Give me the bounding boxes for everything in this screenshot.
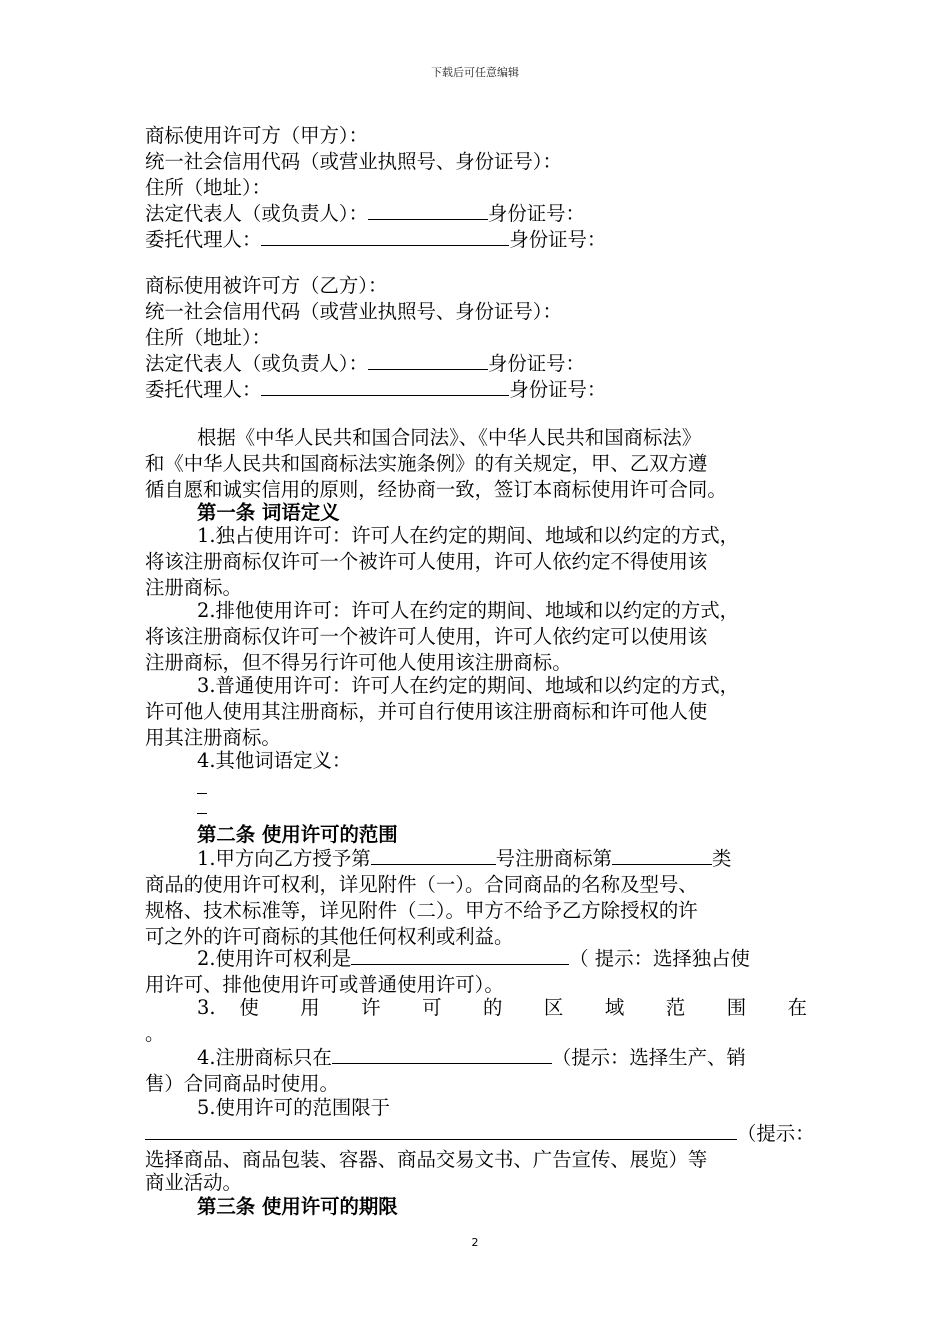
party-a-credit-code: 统一社会信用代码（或营业执照号、身份证号）： xyxy=(145,150,562,173)
article-2-item-4 xyxy=(197,1045,746,1071)
article-1-line: 将该注册商标仅许可一个被许可人使用，许可人依约定不得使用该 xyxy=(145,550,708,573)
item-text: 号注册商标第 xyxy=(495,847,612,870)
article-1-line: 注册商标。 xyxy=(145,576,242,599)
party-b-credit-code: 统一社会信用代码（或营业执照号、身份证号）： xyxy=(145,300,562,323)
party-b-legal-rep-row xyxy=(145,351,585,377)
party-a-address: 住所（地址）： xyxy=(145,176,272,199)
article-2-line: 规格、技术标准等，详见附件（二）。甲方不给予乙方除授权的许 xyxy=(145,899,698,922)
id-label: 身份证号： xyxy=(488,202,585,225)
party-a-title: 商标使用许可方（甲方）： xyxy=(145,124,368,147)
agent-blank xyxy=(261,227,509,246)
class-number-blank xyxy=(612,846,712,865)
article-2-item-5-row xyxy=(145,1121,815,1147)
article-1-line: 注册商标，但不得另行许可他人使用该注册商标。 xyxy=(145,651,572,674)
article-2-line: 商业活动。 xyxy=(145,1171,242,1194)
item-text: 2.使用许可权利是 xyxy=(197,947,352,970)
preamble-line: 根据《中华人民共和国合同法》、《中华人民共和国商标法》 xyxy=(197,426,702,449)
id-label: 身份证号： xyxy=(509,228,607,251)
page-number: 2 xyxy=(471,1236,479,1249)
preamble-line: 和《中华人民共和国商标法实施条例》的有关规定，甲、乙双方遵 xyxy=(145,452,708,475)
article-3-heading: 第三条 使用许可的期限 xyxy=(197,1195,398,1218)
article-1-line: 1.独占使用许可：许可人在约定的期间、地域和以约定的方式， xyxy=(197,524,740,547)
article-2-item-5: 5.使用许可的范围限于 xyxy=(197,1096,391,1119)
preamble-line: 循自愿和诚实信用的原则，经协商一致，签订本商标使用许可合同。 xyxy=(145,478,727,501)
item-text: （ 提示：选择独占使 xyxy=(569,947,750,970)
article-1-line: 将该注册商标仅许可一个被许可人使用，许可人依约定可以使用该 xyxy=(145,625,708,648)
article-2-line: 用许可、排他使用许可或普通使用许可）。 xyxy=(145,973,504,996)
legal-rep-blank xyxy=(368,351,488,370)
article-1-heading: 第一条 词语定义 xyxy=(197,501,340,524)
article-2-line: 选择商品、商品包装、容器、商品交易文书、广告宣传、展览）等 xyxy=(145,1148,708,1171)
article-2-item-1 xyxy=(197,846,731,872)
page-header-note: 下载后可任意编辑 xyxy=(431,66,519,79)
article-1-line: 3.普通使用许可：许可人在约定的期间、地域和以约定的方式， xyxy=(197,674,740,697)
legal-rep-label: 法定代表人（或负责人）： xyxy=(145,352,368,375)
item-text: （提示： xyxy=(737,1122,815,1145)
article-2-line: 商品的使用许可权利，详见附件（一）。合同商品的名称及型号、 xyxy=(145,873,698,896)
legal-rep-blank xyxy=(368,201,488,220)
article-1-line: 2.排他使用许可：许可人在约定的期间、地域和以约定的方式， xyxy=(197,599,740,622)
item-text: （提示：选择生产、销 xyxy=(551,1046,746,1069)
definition-blank-mark xyxy=(197,813,207,814)
registration-number-blank xyxy=(371,846,496,865)
party-a-agent-row xyxy=(145,227,606,253)
id-label: 身份证号： xyxy=(488,352,585,375)
article-2-item-2 xyxy=(197,946,750,972)
article-1-line: 4.其他词语定义： xyxy=(197,749,352,772)
agent-label: 委托代理人： xyxy=(145,378,262,401)
legal-rep-label: 法定代表人（或负责人）： xyxy=(145,202,368,225)
item-text: 类 xyxy=(711,847,732,870)
party-b-agent-row xyxy=(145,377,606,403)
agent-blank xyxy=(261,377,509,396)
definition-blank-mark xyxy=(197,793,207,794)
article-1-line: 许可他人使用其注册商标，并可自行使用该注册商标和许可他人使 xyxy=(145,700,708,723)
party-b-title: 商标使用被许可方（乙方）： xyxy=(145,274,388,297)
article-2-heading: 第二条 使用许可的范围 xyxy=(197,823,398,846)
party-b-address: 住所（地址）： xyxy=(145,326,272,349)
party-a-legal-rep-row xyxy=(145,201,585,227)
article-2-line: 售）合同商品时使用。 xyxy=(145,1072,339,1095)
article-2-item-3: 3. 使 用 许 可 的 区 域 范 围 在 xyxy=(197,996,807,1019)
article-1-line: 用其注册商标。 xyxy=(145,726,281,749)
item-text: 4.注册商标只在 xyxy=(197,1046,332,1069)
item-text: 1.甲方向乙方授予第 xyxy=(197,847,371,870)
license-type-blank xyxy=(351,946,569,965)
agent-label: 委托代理人： xyxy=(145,228,262,251)
usage-blank xyxy=(332,1045,552,1064)
id-label: 身份证号： xyxy=(509,378,607,401)
article-2-line: 可之外的许可商标的其他任何权利或利益。 xyxy=(145,925,514,948)
article-2-item-3-end: 。 xyxy=(145,1022,165,1045)
scope-blank xyxy=(145,1121,737,1140)
